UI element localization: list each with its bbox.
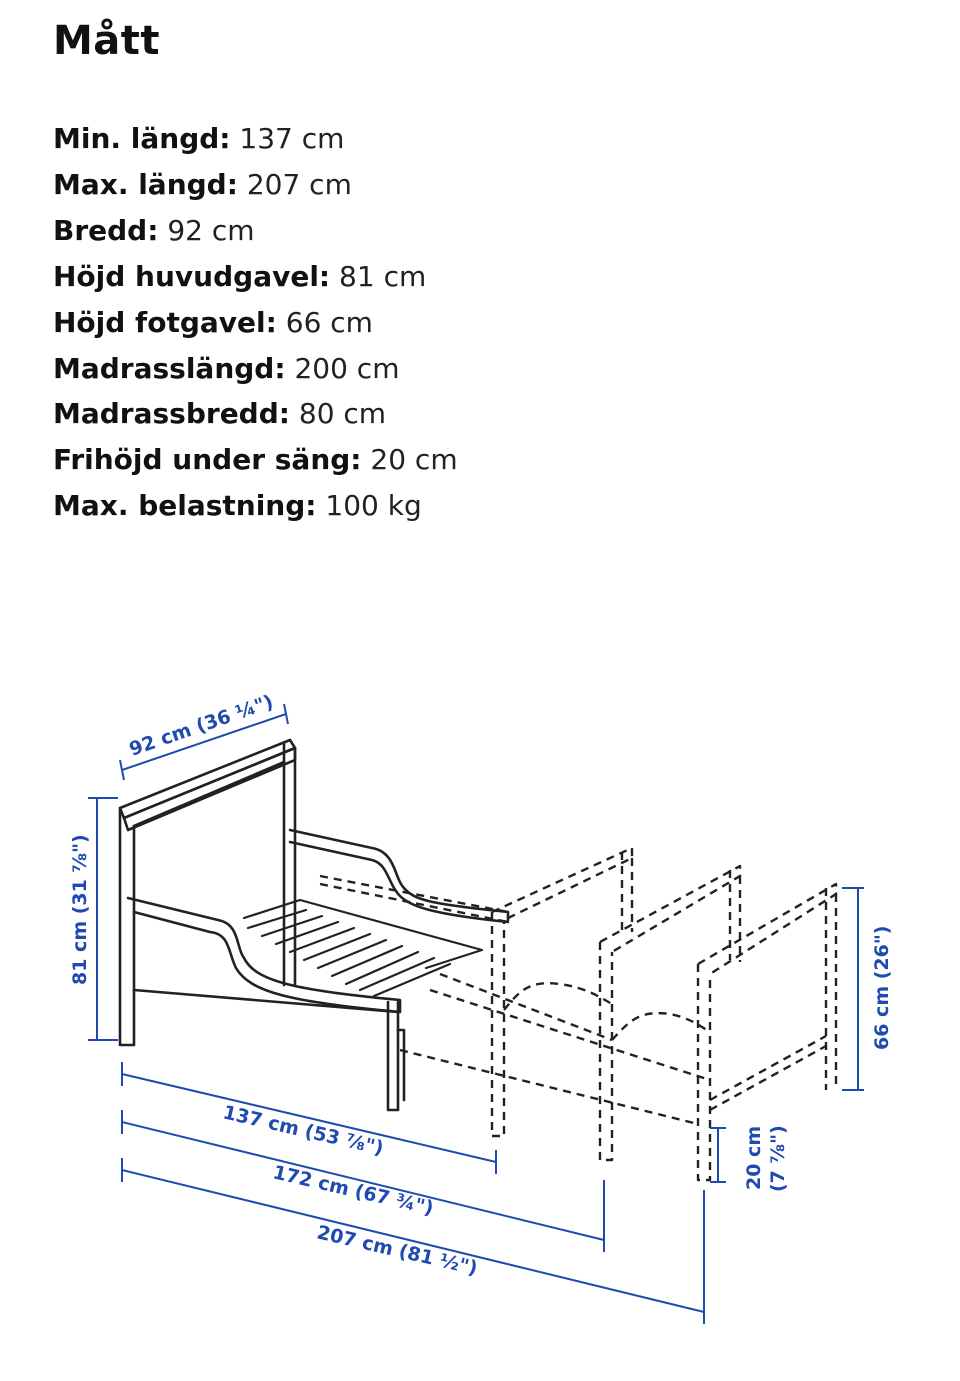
- extension-back-post-3: [826, 888, 836, 1090]
- spec-label: Höjd fotgavel:: [53, 305, 277, 339]
- extension-curve-2: [612, 1013, 710, 1040]
- length-min-line: [122, 1074, 496, 1162]
- spec-value: 100 kg: [325, 489, 422, 523]
- page-title: Mått: [53, 18, 161, 64]
- length-mid-label: 172 cm (67 ¾"): [270, 1161, 436, 1220]
- spec-label: Madrasslängd:: [53, 351, 286, 385]
- spec-value: 20 cm: [370, 443, 458, 477]
- spec-label: Min. längd:: [53, 122, 231, 155]
- extension-floor-line: [400, 1050, 698, 1124]
- width-label: 92 cm (36 ¼"): [126, 690, 277, 761]
- footboard-height-ticks: [842, 888, 864, 1090]
- extension-rail-1: [320, 876, 508, 922]
- headboard-post-front: [120, 808, 134, 1045]
- extension-top-3: [698, 884, 836, 974]
- extension-top-1: [492, 848, 632, 920]
- spec-label: Frihöjd under säng:: [53, 443, 362, 477]
- front-side-rail: [128, 898, 400, 1012]
- footboard-height-label: 66 cm (26"): [871, 925, 893, 1050]
- spec-label: Max. belastning:: [53, 489, 317, 523]
- clearance-inch-label: (7 ⅞"): [767, 1125, 789, 1192]
- extension-leg-3: [698, 964, 710, 1180]
- headboard-height-ticks: [88, 798, 118, 1040]
- front-leg-fixed: [388, 1002, 398, 1110]
- spec-label: Bredd:: [53, 213, 159, 247]
- spec-value: 207 cm: [246, 167, 352, 201]
- spec-label: Höjd huvudgavel:: [53, 259, 331, 293]
- bed-illustration: [120, 740, 508, 1110]
- front-bottom-rail: [134, 990, 398, 1012]
- spec-value: 137 cm: [239, 122, 345, 155]
- length-max-label: 207 cm (81 ½"): [314, 1221, 480, 1280]
- extension-bottom-rail: [710, 1036, 826, 1110]
- spec-value: 80 cm: [298, 397, 387, 431]
- spec-label: Max. längd:: [53, 167, 238, 201]
- spec-label: Madrassbredd:: [53, 397, 290, 431]
- headboard-height-label: 81 cm (31 ⅞"): [69, 834, 91, 985]
- spec-value: 92 cm: [167, 213, 255, 247]
- spec-value: 81 cm: [339, 259, 427, 293]
- extension-side-lines: [430, 974, 710, 1080]
- extension-leg-1: [492, 912, 504, 1136]
- spec-value: 200 cm: [294, 351, 400, 385]
- extension-back-post-2: [730, 870, 740, 962]
- spec-value: 66 cm: [285, 305, 373, 339]
- headboard-post-back: [284, 744, 295, 985]
- extension-leg-2: [600, 942, 612, 1160]
- length-min-label: 137 cm (53 ⅞"): [220, 1101, 386, 1160]
- length-max-line: [122, 1170, 704, 1312]
- extension-back-post-1: [622, 852, 632, 932]
- clearance-label: 20 cm: [743, 1125, 765, 1190]
